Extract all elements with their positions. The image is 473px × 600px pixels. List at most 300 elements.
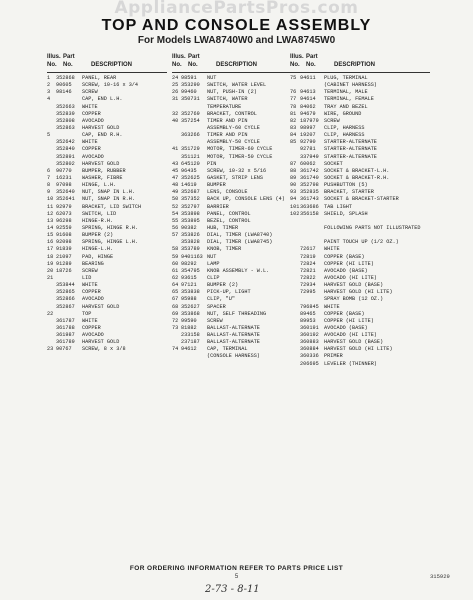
header-illus: Illus.	[47, 54, 61, 60]
illus-number	[47, 318, 56, 325]
part-number: 352627	[181, 303, 200, 310]
parts-row	[172, 246, 292, 253]
part-description: SCREW, 10-32 x 5/16	[207, 167, 267, 174]
illus-number: 6	[47, 167, 51, 174]
part-number: 352769	[181, 110, 200, 117]
parts-row	[47, 275, 167, 282]
illus-number: 60	[172, 260, 179, 267]
part-number: 363686	[300, 203, 319, 210]
part-number: 72821	[300, 267, 316, 274]
part-description: COPPER	[82, 289, 101, 296]
part-number: 90770	[56, 167, 72, 174]
parts-row	[172, 275, 292, 282]
illus-number	[47, 289, 56, 296]
part-description: AVOCADO	[82, 332, 104, 339]
illus-number	[172, 332, 181, 339]
part-description: STARTER-ALTERNATE	[324, 146, 377, 153]
parts-row	[290, 232, 430, 239]
part-description: BEARING	[82, 260, 104, 267]
illus-number: 83	[290, 124, 297, 131]
part-description: AVOCADO	[82, 117, 104, 124]
part-description: SOCKET	[324, 160, 343, 167]
parts-row	[172, 118, 292, 125]
illus-number	[290, 346, 300, 353]
illus-number	[47, 125, 56, 132]
header-part: Part	[188, 54, 200, 60]
page-subtitle: For Models LWA8740W0 and LWA8745W0	[137, 35, 336, 46]
part-number: 99460	[181, 89, 197, 96]
part-description: CAP, END R.H.	[82, 132, 123, 139]
parts-row	[290, 139, 430, 146]
part-description: MOTOR, TIMER-60 CYCLE	[207, 146, 273, 153]
part-description: SPACER	[207, 303, 226, 310]
parts-row	[47, 239, 167, 246]
parts-row	[172, 204, 292, 211]
part-description: PUSHBUTTON (5)	[324, 182, 368, 189]
parts-row	[172, 304, 292, 311]
part-number	[56, 311, 82, 318]
part-number: 16231	[56, 174, 72, 181]
part-number: 14619	[181, 182, 197, 189]
part-description: COPPER (BASE)	[324, 253, 365, 260]
part-description: HARVEST GOLD	[82, 160, 120, 167]
illus-number: 12	[47, 210, 54, 217]
part-number: 94611	[300, 75, 316, 81]
part-number	[300, 218, 324, 225]
part-description: WASHER, FIBRE	[82, 174, 123, 181]
part-description: SOCKET & BRACKET-R.H.	[324, 174, 390, 181]
illus-number: 90	[290, 182, 297, 189]
part-number: 19207	[300, 132, 316, 139]
illus-number: 24	[172, 75, 179, 81]
illus-number: 52	[172, 203, 179, 210]
illus-number: 45	[172, 167, 179, 174]
illus-number: 1	[47, 75, 51, 81]
header-illus: Illus.	[172, 54, 186, 60]
parts-row	[47, 325, 167, 332]
illus-number: 2	[47, 82, 51, 89]
parts-row	[47, 189, 167, 196]
part-description: STARTER-ALTERNATE	[324, 153, 377, 160]
part-number	[56, 132, 82, 139]
part-number: 60062	[300, 160, 316, 167]
part-description: CLIP, HARNESS	[324, 124, 365, 131]
part-number: 72819	[300, 253, 316, 260]
parts-row	[47, 118, 167, 125]
part-description: AVOCADO	[82, 153, 104, 160]
part-description: PICK-UP, LIGHT	[207, 289, 251, 296]
header-illus: Illus.	[290, 54, 304, 60]
parts-row	[290, 254, 430, 261]
illus-number	[290, 239, 300, 246]
part-number: 96298	[56, 217, 72, 224]
parts-row	[290, 189, 430, 196]
part-number: 99590	[181, 317, 197, 324]
part-description: WHITE	[82, 103, 98, 110]
illus-number	[290, 154, 300, 161]
illus-number	[290, 282, 300, 289]
part-description: COPPER	[82, 146, 101, 153]
illus-number	[172, 339, 181, 346]
parts-row	[290, 353, 430, 360]
parts-row	[47, 196, 167, 203]
parts-row	[290, 168, 430, 175]
part-number: 90767	[56, 346, 72, 353]
illus-number	[290, 146, 300, 153]
illus-number	[47, 325, 56, 332]
parts-row	[47, 346, 167, 353]
parts-row	[172, 104, 292, 111]
part-description: COPPER (HI LITE)	[324, 260, 374, 267]
illus-number: 77	[290, 96, 297, 103]
parts-row	[47, 225, 167, 232]
part-number: 90382	[181, 224, 197, 231]
parts-row	[290, 175, 430, 182]
parts-row	[47, 175, 167, 182]
parts-row	[172, 146, 292, 153]
parts-row	[172, 182, 292, 189]
illus-number: 25	[172, 82, 179, 89]
part-description: BEZEL, CONTROL	[207, 217, 251, 224]
parts-row	[47, 232, 167, 239]
part-number: 337949	[300, 153, 319, 160]
parts-row	[290, 361, 430, 368]
parts-row	[290, 289, 430, 296]
illus-number: 94	[290, 196, 297, 203]
illus-number: 4	[47, 96, 51, 103]
part-number	[300, 82, 324, 89]
illus-number: 89	[290, 174, 297, 181]
part-description: WHITE	[82, 317, 98, 324]
illus-number: 9	[47, 189, 51, 196]
parts-row	[290, 339, 430, 346]
illus-number: 40	[172, 117, 179, 124]
parts-row	[172, 268, 292, 275]
parts-row	[172, 132, 292, 139]
parts-row	[172, 311, 292, 318]
parts-row	[290, 125, 430, 132]
part-description: BARRIER	[207, 203, 229, 210]
parts-row	[47, 261, 167, 268]
illus-number	[47, 154, 56, 161]
watermark: AppliancePartsPros.com	[114, 0, 359, 18]
illus-number: 13	[47, 217, 54, 224]
illus-number	[47, 104, 56, 111]
parts-row	[290, 218, 430, 225]
part-description: SPRING, HINGE L.H.	[82, 239, 139, 246]
part-description: CLIP	[207, 274, 220, 281]
part-description: BUMPER (2)	[82, 232, 114, 239]
illus-number	[290, 318, 300, 325]
illus-number: 48	[172, 182, 179, 189]
part-description: (CONSOLE HARNESS)	[207, 353, 260, 360]
part-number: 206695	[300, 360, 319, 367]
part-description: LAMP	[207, 260, 220, 267]
header-description: DESCRIPTION	[334, 62, 376, 68]
parts-row	[172, 139, 292, 146]
part-number: 361740	[300, 174, 319, 181]
part-number: 92979	[56, 203, 72, 210]
part-number: 353898	[181, 210, 200, 217]
part-description: ASSEMBLY-60 CYCLE	[207, 124, 260, 131]
illus-number	[290, 304, 300, 311]
header-no-1: No.	[290, 62, 300, 68]
parts-row	[172, 332, 292, 339]
part-description: BRACKET, STARTER	[324, 189, 374, 196]
part-number: 92559	[56, 224, 72, 231]
parts-row	[290, 225, 430, 232]
handwritten-note: 2-73 - 8-11	[205, 584, 260, 595]
parts-row	[47, 104, 167, 111]
part-number: 84062	[300, 103, 316, 110]
illus-number	[172, 104, 181, 111]
part-number: 81882	[181, 324, 197, 331]
part-number: 352839	[56, 110, 75, 117]
illus-number	[290, 339, 300, 346]
part-description: AVOCADO (BASE)	[324, 324, 368, 331]
part-number: 72822	[300, 274, 316, 281]
part-description: PANEL, REAR	[82, 75, 117, 81]
part-description: GASKET, STRIP LENS	[207, 174, 264, 181]
parts-row	[172, 154, 292, 161]
illus-number: 5	[47, 132, 51, 139]
part-number: 90605	[56, 82, 72, 89]
part-number: 92098	[56, 239, 72, 246]
part-description: COPPER (BASE)	[324, 310, 365, 317]
part-description: TIMER AND PIN	[207, 132, 248, 139]
part-description: SPRING, HINGE R.H.	[82, 224, 139, 231]
part-number: 356158	[300, 210, 319, 217]
part-description: TIMER AND PIN	[207, 117, 248, 124]
part-number	[300, 232, 324, 239]
illus-number: 10	[47, 196, 54, 203]
part-number: 796845	[300, 303, 319, 310]
parts-row	[290, 132, 430, 139]
part-description: (CABINET HARNESS)	[324, 82, 377, 89]
parts-row	[47, 82, 167, 89]
parts-row	[172, 254, 292, 261]
part-description: SCREW, 8 x 3/8	[82, 346, 126, 353]
parts-column-2	[172, 54, 292, 361]
illus-number: 93	[290, 189, 297, 196]
illus-number: 61	[172, 267, 179, 274]
illus-number: 49	[172, 189, 179, 196]
parts-row	[290, 82, 430, 89]
part-number: 91839	[56, 246, 72, 253]
illus-number	[290, 275, 300, 282]
illus-number	[47, 111, 56, 118]
header-part: Part	[306, 54, 318, 60]
header-no-2: No.	[306, 62, 316, 68]
part-description: SWITCH, LID	[82, 210, 117, 217]
part-number	[181, 125, 207, 132]
part-description: BUMPER (2)	[207, 282, 239, 289]
part-description: SCREW	[324, 117, 340, 124]
parts-row	[47, 289, 167, 296]
parts-row	[47, 254, 167, 261]
parts-row	[172, 232, 292, 239]
parts-row	[172, 353, 292, 360]
parts-row	[172, 339, 292, 346]
parts-row	[47, 146, 167, 153]
parts-row	[290, 261, 430, 268]
illus-number	[290, 82, 300, 89]
illus-number: 101	[290, 203, 300, 210]
part-description: HARVEST GOLD (BASE)	[324, 282, 384, 289]
part-description: TRAY AND BEZEL	[324, 103, 368, 110]
parts-row	[172, 261, 292, 268]
parts-row	[172, 168, 292, 175]
illus-number: 62	[172, 274, 179, 281]
parts-row	[47, 246, 167, 253]
parts-row	[290, 146, 430, 153]
part-description: WHITE	[324, 303, 340, 310]
part-number: 62073	[56, 210, 72, 217]
part-description: PLUG, TERMINAL	[324, 75, 368, 81]
parts-row	[290, 268, 430, 275]
illus-number: 74	[172, 346, 179, 353]
illus-number: 22	[47, 310, 54, 317]
part-number: 360191	[300, 324, 319, 331]
part-description: SCREW	[82, 267, 98, 274]
illus-number	[290, 225, 300, 232]
illus-number: 73	[172, 324, 179, 331]
illus-number	[172, 353, 181, 360]
part-number: 94612	[181, 346, 197, 353]
part-number: 92790	[300, 139, 316, 146]
part-number: 352797	[181, 203, 200, 210]
illus-number: 47	[172, 174, 179, 181]
illus-number	[290, 261, 300, 268]
part-number: 351121	[181, 153, 200, 160]
illus-number	[172, 154, 181, 161]
illus-number: 88	[290, 167, 297, 174]
illus-number: 84	[290, 132, 297, 139]
part-description: PAINT TOUCH UP (1/2 OZ.)	[324, 239, 399, 246]
parts-row	[290, 211, 430, 218]
part-description: MOTOR, TIMER-50 CYCLE	[207, 153, 273, 160]
illus-number: 23	[47, 346, 54, 353]
parts-row	[47, 154, 167, 161]
parts-row	[172, 96, 292, 103]
illus-number	[47, 161, 56, 168]
parts-row	[172, 75, 292, 82]
part-number: 361743	[300, 196, 319, 203]
parts-column-1	[47, 54, 167, 353]
part-description: PAD, HINGE	[82, 253, 114, 260]
part-description: NUT, SELF THREADING	[207, 310, 267, 317]
illus-number: 7	[47, 174, 51, 181]
part-description: BALLAST-ALTERNATE	[207, 339, 260, 346]
part-description: NUT	[207, 75, 217, 81]
illus-number	[290, 218, 300, 225]
illus-number	[290, 254, 300, 261]
part-number: 89465	[300, 310, 316, 317]
part-description: SCREW	[82, 89, 98, 96]
part-number: 72617	[300, 246, 316, 253]
part-number: 352808	[56, 117, 75, 124]
part-description: LEVELER (THINNER)	[324, 360, 377, 367]
part-number: 361987	[56, 332, 75, 339]
part-number: 360883	[300, 339, 319, 346]
part-description: BALLAST-ALTERNATE	[207, 324, 260, 331]
part-number: 353844	[56, 282, 75, 289]
illus-number: 102	[290, 210, 300, 217]
parts-row	[172, 225, 292, 232]
column-header	[172, 54, 292, 73]
part-description: NUT, SNAP IN L.H.	[82, 189, 135, 196]
part-number: 94614	[300, 96, 316, 103]
illus-number	[47, 332, 56, 339]
parts-row	[172, 196, 292, 203]
part-number: 237187	[181, 339, 200, 346]
illus-number: 76	[290, 89, 297, 96]
illus-number	[290, 353, 300, 360]
parts-row	[47, 139, 167, 146]
parts-row	[47, 332, 167, 339]
page-number: 5	[234, 574, 239, 580]
parts-row	[172, 218, 292, 225]
part-number: 352625	[181, 174, 200, 181]
illus-number: 57	[172, 232, 179, 239]
part-number: 352867	[56, 303, 75, 310]
part-number: 361787	[56, 317, 75, 324]
part-description: WHITE	[82, 139, 98, 146]
part-description: PRIMER	[324, 353, 343, 360]
part-description: DIAL, TIMER (LWA8745)	[207, 239, 273, 246]
part-description: BALLAST-ALTERNATE	[207, 332, 260, 339]
part-number	[181, 353, 207, 360]
part-number: 18726	[56, 267, 72, 274]
illus-number: 87	[290, 160, 297, 167]
part-description: LENS, CONSOLE	[207, 189, 248, 196]
parts-row	[47, 96, 167, 103]
part-number: 357254	[181, 117, 200, 124]
parts-row	[290, 182, 430, 189]
parts-row	[172, 346, 292, 353]
parts-row	[47, 282, 167, 289]
part-number: 352866	[56, 296, 75, 303]
parts-row	[47, 161, 167, 168]
illus-number	[290, 296, 300, 303]
part-description: TEMPERATURE	[207, 103, 242, 110]
part-description: WHITE	[82, 282, 98, 289]
header-no-1: No.	[47, 62, 57, 68]
part-number: 94679	[300, 110, 316, 117]
illus-number: 11	[47, 203, 54, 210]
part-description: STARTER-ALTERNATE	[324, 139, 377, 146]
part-description: COPPER (HI LITE)	[324, 317, 374, 324]
parts-row	[47, 182, 167, 189]
parts-row	[172, 211, 292, 218]
part-description: AVOCADO	[82, 296, 104, 303]
part-number: 233158	[181, 332, 200, 339]
header-description: DESCRIPTION	[216, 62, 258, 68]
illus-number	[172, 125, 181, 132]
illus-number: 20	[47, 267, 54, 274]
part-number	[56, 275, 82, 282]
part-description: COPPER	[82, 324, 101, 331]
parts-row	[47, 318, 167, 325]
parts-row	[47, 89, 167, 96]
part-description: HARVEST GOLD (BASE)	[324, 339, 384, 346]
part-description: BRACKET, CONTROL	[207, 110, 257, 117]
illus-number: 17	[47, 246, 54, 253]
illus-number: 65	[172, 289, 179, 296]
part-number: 352640	[56, 189, 75, 196]
part-number: 95988	[181, 296, 197, 303]
part-number: 91289	[56, 260, 72, 267]
